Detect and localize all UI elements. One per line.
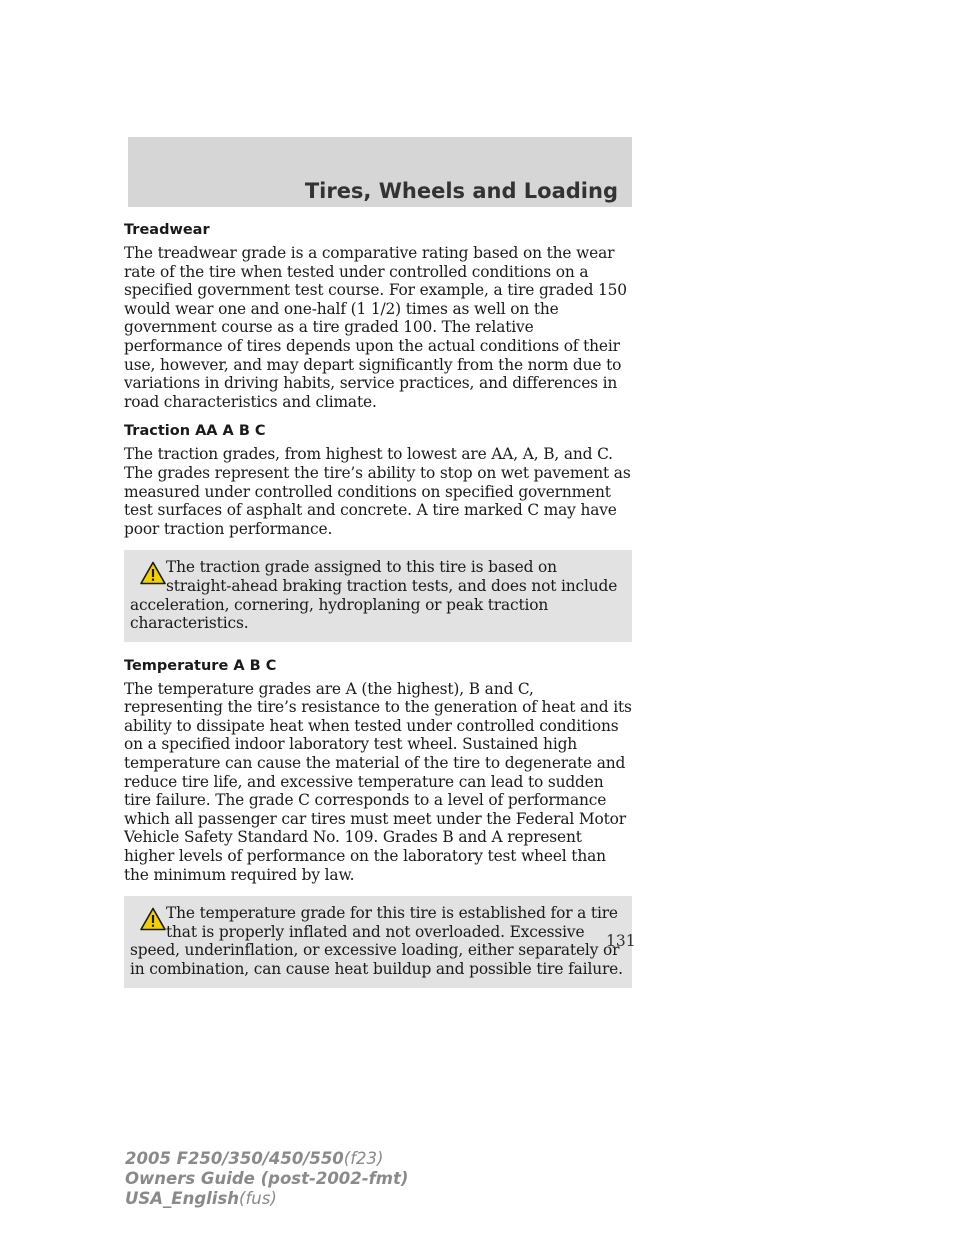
document-footer [125, 1149, 408, 1209]
traction-warning-box [124, 550, 632, 641]
footer-model-code: (f23) [343, 1149, 384, 1168]
page-number: 131 [606, 932, 636, 950]
temperature-heading: Temperature A B C [124, 657, 277, 674]
traction-heading: Traction AA A B C [124, 423, 266, 440]
footer-model: 2005 F250/350/450/550 [125, 1149, 344, 1168]
section-header-band [128, 137, 632, 207]
traction-warning-text: The traction grade assigned to this tire is based on straight-ahead braking traction tests, and does not include acceleration, cornering, hydroplaning or peak traction characteristics. [130, 558, 618, 633]
footer-line-2: Owners Guide (post-2002-fmt) [125, 1169, 409, 1188]
warning-triangle-icon [140, 561, 166, 585]
traction-paragraph: The traction grades, from highest to lowest are AA, A, B, and C. The grades represent the tire’s ability to stop on wet pavement as measured under controlled conditions on specified government test surfaces of asphalt and concrete. A tire marked C may have poor traction performance. [124, 445, 631, 538]
temperature-warning-box [124, 896, 632, 987]
temperature-paragraph: The temperature grades are A (the highest), B and C, representing the tire’s resistance to the generation of heat and its ability to dissipate heat when tested under controlled conditions on a specified indoor laboratory test wheel. Sustained high temperature can cause the material of the tire to degenerate and reduce tire life, and excessive temperature can lead to sudden tire failure. The grade C corresponds to a level of performance which all passenger car tires must meet under the Federal Motor Vehicle Safety Standard No. 109. Grades B and A represent higher levels of performance on the laboratory test wheel than the minimum required by law. [124, 679, 632, 884]
footer-line-3 [125, 1189, 408, 1209]
footer-language: USA_English [125, 1189, 240, 1208]
page-content [124, 220, 632, 988]
footer-line-1 [125, 1149, 408, 1169]
temperature-warning-text: The temperature grade for this tire is established for a tire that is properly inflated and not overloaded. Excessive speed, underinflation, or excessive loading, either separately or in combination, can cause heat buildup and possible tire failure. [130, 904, 623, 978]
footer-language-code: (fus) [239, 1189, 277, 1208]
section-title: Tires, Wheels and Loading [304, 179, 618, 203]
treadwear-paragraph: The treadwear grade is a comparative rating based on the wear rate of the tire when tested under controlled conditions on a specified government test course. For example, a tire graded 150 would wear one and one-half (1 1/2) times as well on the government course as a tire graded 100. The relative performance of tires depends upon the actual conditions of their use, however, and may depart significantly from the norm due to variations in driving habits, service practices, and differences in road characteristics and climate. [124, 244, 627, 411]
warning-triangle-icon [140, 907, 166, 931]
treadwear-heading: Treadwear [124, 222, 210, 238]
